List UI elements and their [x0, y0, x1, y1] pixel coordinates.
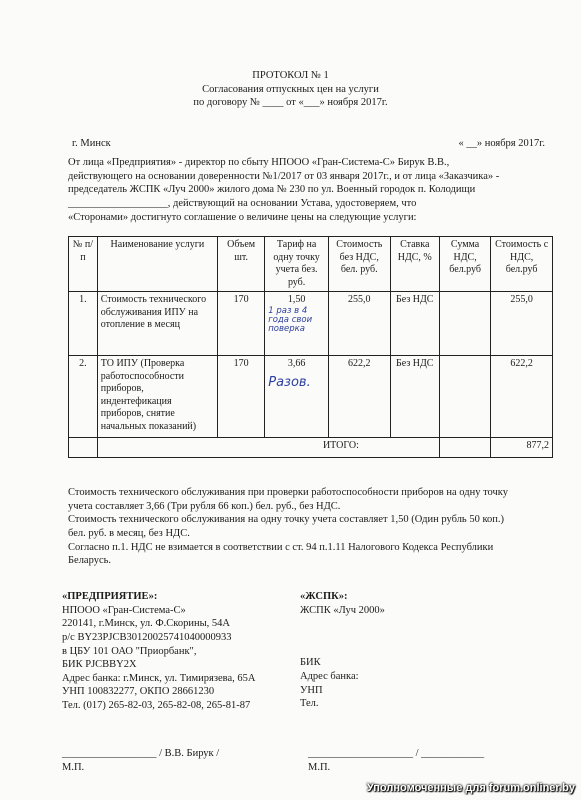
- col-header: Стоимость без НДС, бел. руб.: [328, 237, 390, 292]
- forum-watermark: Уполномоченные для forum.onliner.by: [366, 782, 575, 794]
- protocol-title: ПРОТОКОЛ № 1: [252, 70, 329, 81]
- intro-line: действующего на основании доверенности №1/2017 от 03 января 2017г., и от лица «Заказчика» -: [68, 170, 500, 182]
- intro-line: От лица «Предприятия» - директор по сбыту НПООО «Гран-Система-С» Бирук В.В.,: [68, 157, 450, 168]
- note-line: Согласно п.1. НДС не взимается в соответствии с ст. 94 п.1.11 Налогового Кодекса Республики: [68, 541, 494, 553]
- empty-cell: [69, 438, 98, 458]
- cell-total: 255,0: [491, 292, 553, 356]
- col-header: Наименование услуги: [97, 237, 217, 292]
- note-line: Стоимость технического обслуживания на одну точку учета составляет 1,50 (Один рубль 50 коп.): [68, 514, 505, 526]
- cell-cost: 255,0: [328, 292, 390, 356]
- col-header: Объем шт.: [217, 237, 264, 292]
- cell-vat-sum: [439, 292, 490, 356]
- enterprise-heading: «ПРЕДПРИЯТИЕ»:: [62, 591, 158, 602]
- col-header: Ставка НДС, %: [390, 237, 439, 292]
- cell-vat-rate: Без НДС: [390, 356, 439, 438]
- customer-details: [300, 590, 550, 711]
- customer-signature: ____________________ / ____________: [308, 748, 485, 759]
- enterprise-details: [62, 590, 312, 713]
- note-line: учета составляет 3,66 (Три рубля 66 коп.) бел. руб., без НДС.: [68, 500, 341, 512]
- total-value: 877,2: [491, 438, 553, 458]
- detail-line: р/с BY23PJCB30120025741040000933: [62, 631, 232, 643]
- detail-line: Тел. (017) 265-82-03, 265-82-08, 265-81-87: [62, 700, 251, 712]
- detail-line: Адрес банка: г.Минск, ул. Тимирязева, 65А: [62, 672, 256, 684]
- table-row: [69, 292, 553, 356]
- detail-line: УНП: [300, 684, 323, 696]
- customer-heading: «ЖСПК»:: [300, 591, 348, 602]
- cell-num: 1.: [69, 292, 98, 356]
- table-total-row: [69, 438, 553, 458]
- detail-line: [300, 617, 550, 630]
- handwritten-note: Разов.: [268, 374, 311, 390]
- table-row: [69, 356, 553, 438]
- protocol-subtitle: Согласования отпускных цен на услуги: [202, 84, 379, 95]
- total-label: ИТОГО:: [97, 438, 439, 458]
- handwritten-note: 1 раз в 4 года свои поверка: [268, 305, 313, 335]
- detail-line: [300, 643, 550, 656]
- cell-tariff: [265, 356, 329, 438]
- intro-line: председатель ЖСПК «Луч 2000» жилого дома № 230 по ул. Военный городок п. Колодищи: [68, 184, 476, 196]
- note-line: Стоимость технического обслуживания при проверки работоспособности приборов на одну точку: [68, 487, 508, 498]
- customer-stamp-label: М.П.: [308, 762, 331, 773]
- intro-line: «Сторонами» достигнуто соглашение о величине цены на следующие услуги:: [68, 211, 417, 223]
- tariff-value: 3,66: [287, 358, 306, 369]
- col-header: Сумма НДС, бел.руб: [439, 237, 490, 292]
- detail-line: в ЦБУ 101 ОАО "Приорбанк",: [62, 645, 197, 657]
- table-header-row: [69, 237, 553, 292]
- services-table: [68, 236, 553, 458]
- protocol-contract-line: по договору № ____ от «___» ноября 2017г.: [193, 97, 388, 108]
- detail-line: БИК: [300, 657, 321, 669]
- col-header: Стоимость с НДС, бел.руб: [491, 237, 553, 292]
- notes-block: [68, 486, 558, 568]
- cell-name: ТО ИПУ (Проверка работоспособности приборов, индентефикация приборов, снятие начальных показаний): [97, 356, 217, 438]
- note-line: бел. руб. в месяц, без НДС.: [68, 527, 190, 539]
- cell-vat-rate: Без НДС: [390, 292, 439, 356]
- detail-line: УНП 100832277, ОКПО 28661230: [62, 686, 215, 698]
- tariff-value: 1,50: [287, 294, 306, 305]
- detail-line: БИК PJCBBY2X: [62, 659, 137, 671]
- col-header: Тариф на одну точку учета без. руб.: [265, 237, 329, 292]
- col-header: № п/п: [69, 237, 98, 292]
- detail-line: [300, 630, 550, 643]
- date: « __» ноября 2017г.: [458, 138, 545, 149]
- cell-vat-sum: [439, 356, 490, 438]
- empty-cell: [439, 438, 490, 458]
- cell-total: 622,2: [491, 356, 553, 438]
- detail-line: Тел.: [300, 698, 319, 710]
- enterprise-signature: __________________ / В.В. Бирук /: [62, 748, 220, 759]
- cell-qty: 170: [217, 356, 264, 438]
- intro-paragraph: [68, 156, 558, 224]
- cell-tariff: [265, 292, 329, 356]
- enterprise-stamp-label: М.П.: [62, 762, 85, 773]
- detail-line: Адрес банка:: [300, 670, 359, 682]
- cell-name: Стоимость технического обслуживания ИПУ на отопление в месяц: [97, 292, 217, 356]
- cell-qty: 170: [217, 292, 264, 356]
- place: г. Минск: [72, 138, 111, 149]
- detail-line: ЖСПК «Луч 2000»: [300, 604, 385, 616]
- cell-cost: 622,2: [328, 356, 390, 438]
- intro-line: ___________________, действующий на основании Устава, удостоверяем, что: [68, 197, 417, 209]
- note-line: Беларусь.: [68, 555, 112, 567]
- cell-num: 2.: [69, 356, 98, 438]
- detail-line: 220141, г.Минск, ул. Ф.Скорины, 54А: [62, 618, 230, 630]
- detail-line: НПООО «Гран-Система-С»: [62, 604, 186, 616]
